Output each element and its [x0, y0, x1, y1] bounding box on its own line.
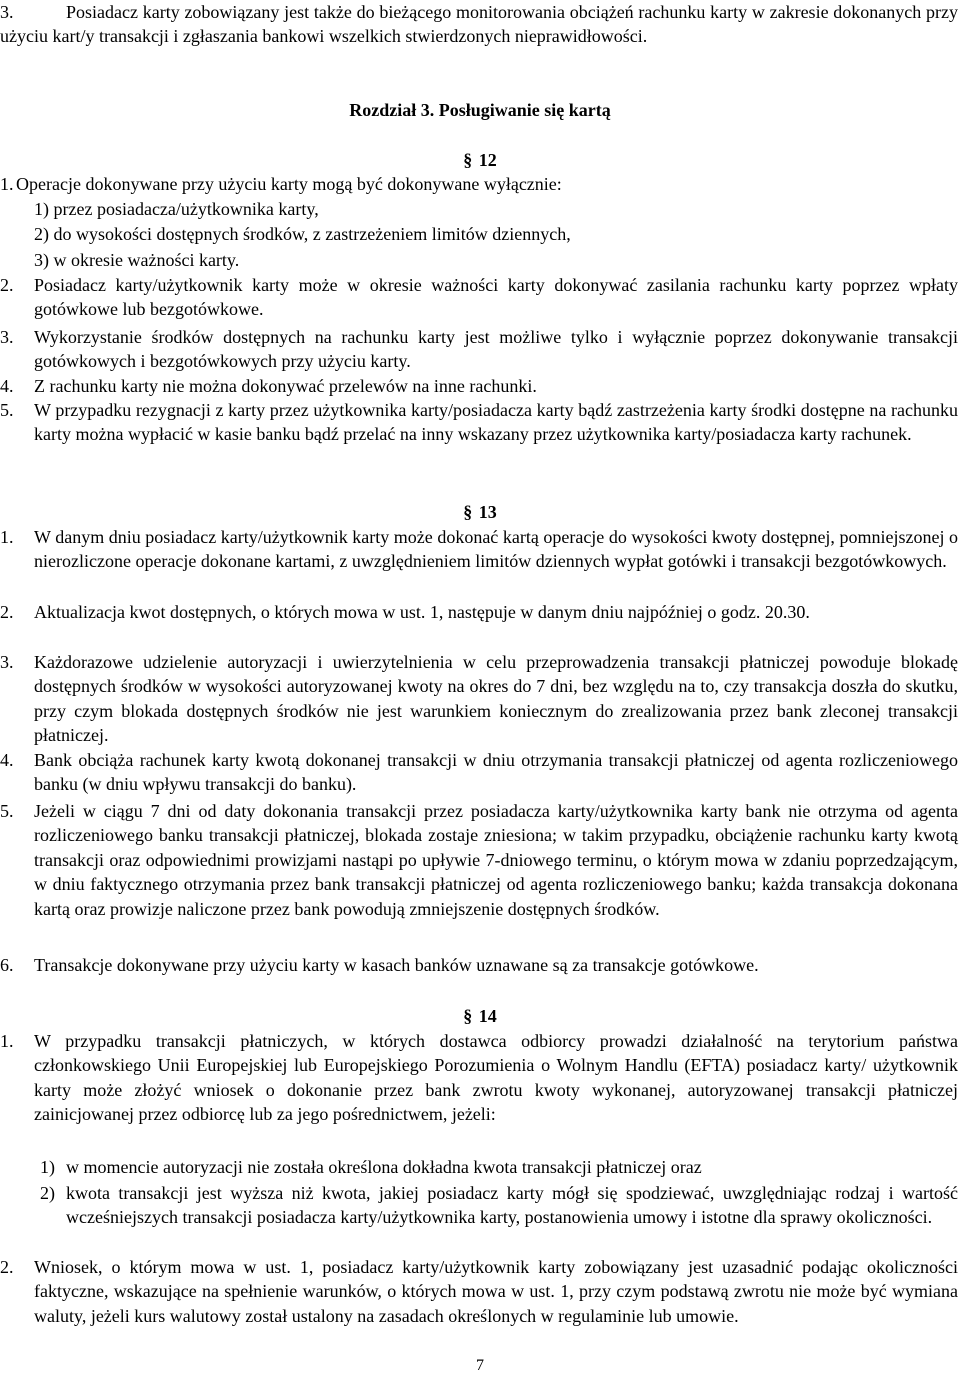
section-number: 14 — [478, 1006, 497, 1026]
section-13-item-2 — [0, 600, 958, 624]
section-number: 13 — [478, 502, 497, 522]
subitem-text: w momencie autoryzacji nie została określona dokładna kwota transakcji płatniczej oraz — [66, 1157, 702, 1177]
item-number: 3. — [0, 652, 14, 672]
item-text: Bank obciąża rachunek karty kwotą dokonanej transakcji w dniu otrzymania transakcji płatniczej od agenta rozliczeniowego banku (w dniu wpływu transakcji do banku). — [34, 750, 958, 795]
section-symbol: § — [463, 502, 473, 522]
chapter-title: Rozdział 3. Posługiwanie się kartą — [349, 100, 611, 120]
item-text: Transakcje dokonywane przy użyciu karty w kasach banków uznawane są za transakcje gotówkowe. — [34, 955, 759, 975]
item-text: Wniosek, o którym mowa w ust. 1, posiadacz karty/użytkownik karty zobowiązany jest uzasadnić podając okoliczności faktyczne, wskazujące na spełnienie warunków, o których mowa w ust. 1, przy czym podstawą zwrotu nie może być wymiana waluty, jeżeli kurs walutowy został ustalony na zasadach określonych w regulaminie lub umowie. — [34, 1257, 958, 1326]
item-text: Aktualizacja kwot dostępnych, o których mowa w ust. 1, następuje w danym dniu najpóźniej o godz. 20.30. — [34, 602, 810, 622]
section-13-item-3 — [0, 650, 958, 748]
subitem-text: kwota transakcji jest wyższa niż kwota, jakiej posiadacz karty mógł się spodziewać, uwzględniając rodzaj i wartość wcześniejszych transakcji posiadacza karty/użytkownika karty, postanowienia umowy i istotne dla sprawy okoliczności. — [66, 1183, 958, 1228]
item-number: 1. — [0, 527, 14, 547]
item-text: Posiadacz karty/użytkownik karty może w okresie ważności karty dokonywać zasilania rachunku karty poprzez wpłaty gotówkowe lub bezgotówkowe. — [34, 275, 958, 320]
section-heading-12 — [0, 148, 960, 172]
section-14-item-2 — [0, 1255, 958, 1328]
item-number: 5. — [0, 801, 14, 821]
page-number: 7 — [476, 1357, 484, 1374]
subitem: 1) przez posiadacza/użytkownika karty, — [34, 199, 319, 219]
subitem-number: 1) — [40, 1157, 55, 1177]
section-13-item-4 — [0, 748, 958, 797]
item-number: 2. — [0, 275, 14, 295]
item-text: Posiadacz karty zobowiązany jest także do bieżącego monitorowania obciążeń rachunku karty w zakresie dokonanych przy użyciu kart/y transakcji i zgłaszania bankowi wszelkich stwierdzonych nieprawidłowości. — [0, 2, 958, 47]
item-text: Każdorazowe udzielenie autoryzacji i uwierzytelnienia w celu przeprowadzenia transakcji płatniczej powoduje blokadę dostępnych środków w wysokości autoryzowanej kwoty na okres do 7 dni, bez względu na to, czy transakcja doszła do skutku, przy czym blokada dostępnych środków nie jest warunkiem koniecznym do zrealizowania przez bank zleconej transakcji płatniczej. — [34, 652, 958, 746]
section-13-item-1 — [0, 525, 958, 574]
section-12-item-3 — [0, 325, 958, 374]
item-number: 2. — [0, 1257, 14, 1277]
section-12-item-1 — [0, 172, 720, 196]
item-number: 3. — [0, 327, 14, 347]
item-text: Wykorzystanie środków dostępnych na rachunku karty jest możliwe tylko i wyłącznie poprzez dokonywanie transakcji gotówkowych i bezgotówkowych przy użyciu karty. — [34, 327, 958, 372]
section-heading-13 — [0, 500, 960, 524]
subitem-1 — [40, 1155, 958, 1179]
item-number: 6. — [0, 955, 14, 975]
item-text: Jeżeli w ciągu 7 dni od daty dokonania transakcji przez posiadacza karty/użytkownika karty bank nie otrzyma od agenta rozliczeniowego banku transakcji płatniczej, blokada zostaje zniesiona; w takim przypadku, obciążenie rachunku karty kwotą transakcji oraz odpowiednimi prowizjami nastąpi po upływie 7-dniowego terminu, o którym mowa w zdaniu poprzedzającym, w dniu faktycznego otrzymania przez bank transakcji płatniczej od agenta rozliczeniowego banku; każda transakcja dokonana kartą oraz prowizje naliczone przez bank powodują zmniejszenie dostępnych środków. — [34, 801, 958, 919]
section-12-item-4 — [0, 374, 958, 398]
section-number: 12 — [478, 150, 497, 170]
item-number: 1. — [0, 174, 14, 194]
item-text: W przypadku rezygnacji z karty przez użytkownika karty/posiadacza karty bądź zastrzeżenia karty środki dostępne na rachunku karty można wypłacić w kasie banku bądź przelać na inny wskazany przez użytkownika karty/posiadacza karty rachunek. — [34, 400, 958, 445]
subitem-2 — [40, 1181, 958, 1230]
item-text: W przypadku transakcji płatniczych, w których dostawca odbiorcy prowadzi działalność na terytorium państwa członkowskiego Unii Europejskiej lub Europejskiego Porozumienia o Wolnym Handlu (EFTA) posiadacz karty/ użytkownik karty może złożyć wniosek o dokonanie przez bank zwrotu kwoty wykonanej, autoryzowanej transakcji płatniczej zainicjowanej przez odbiorcę lub za jego pośrednictwem, jeżeli: — [34, 1031, 958, 1125]
section-14-item-1 — [0, 1029, 958, 1127]
item-number: 2. — [0, 602, 14, 622]
item-number: 5. — [0, 400, 14, 420]
subitem: 3) w okresie ważności karty. — [34, 250, 240, 270]
section-13-item-6 — [0, 953, 958, 977]
item-text: W danym dniu posiadacz karty/użytkownik karty może dokonać kartą operacje do wysokości kwoty dostępnej, pomniejszonej o nierozliczone operacje dokonane kartami, z uwzględnieniem limitów dziennych wypłat gotówki i transakcji bezgotówkowych. — [34, 527, 958, 572]
section-12-item-2 — [0, 273, 958, 322]
item-text: Z rachunku karty nie można dokonywać przelewów na inne rachunki. — [34, 376, 537, 396]
item-number: 1. — [0, 1031, 14, 1051]
section-12-item-5 — [0, 398, 958, 447]
section-13-item-5 — [0, 799, 958, 921]
item-number: 3. — [0, 2, 14, 22]
subitem: 2) do wysokości dostępnych środków, z zastrzeżeniem limitów dziennych, — [34, 224, 571, 244]
section-symbol: § — [463, 1006, 473, 1026]
section-heading-14 — [0, 1004, 960, 1028]
section-symbol: § — [463, 150, 473, 170]
intro-item — [0, 0, 958, 49]
item-number: 4. — [0, 750, 14, 770]
item-text: Operacje dokonywane przy użyciu karty mogą być dokonywane wyłącznie: — [16, 174, 562, 194]
item-number: 4. — [0, 376, 14, 396]
subitem-number: 2) — [40, 1183, 55, 1203]
